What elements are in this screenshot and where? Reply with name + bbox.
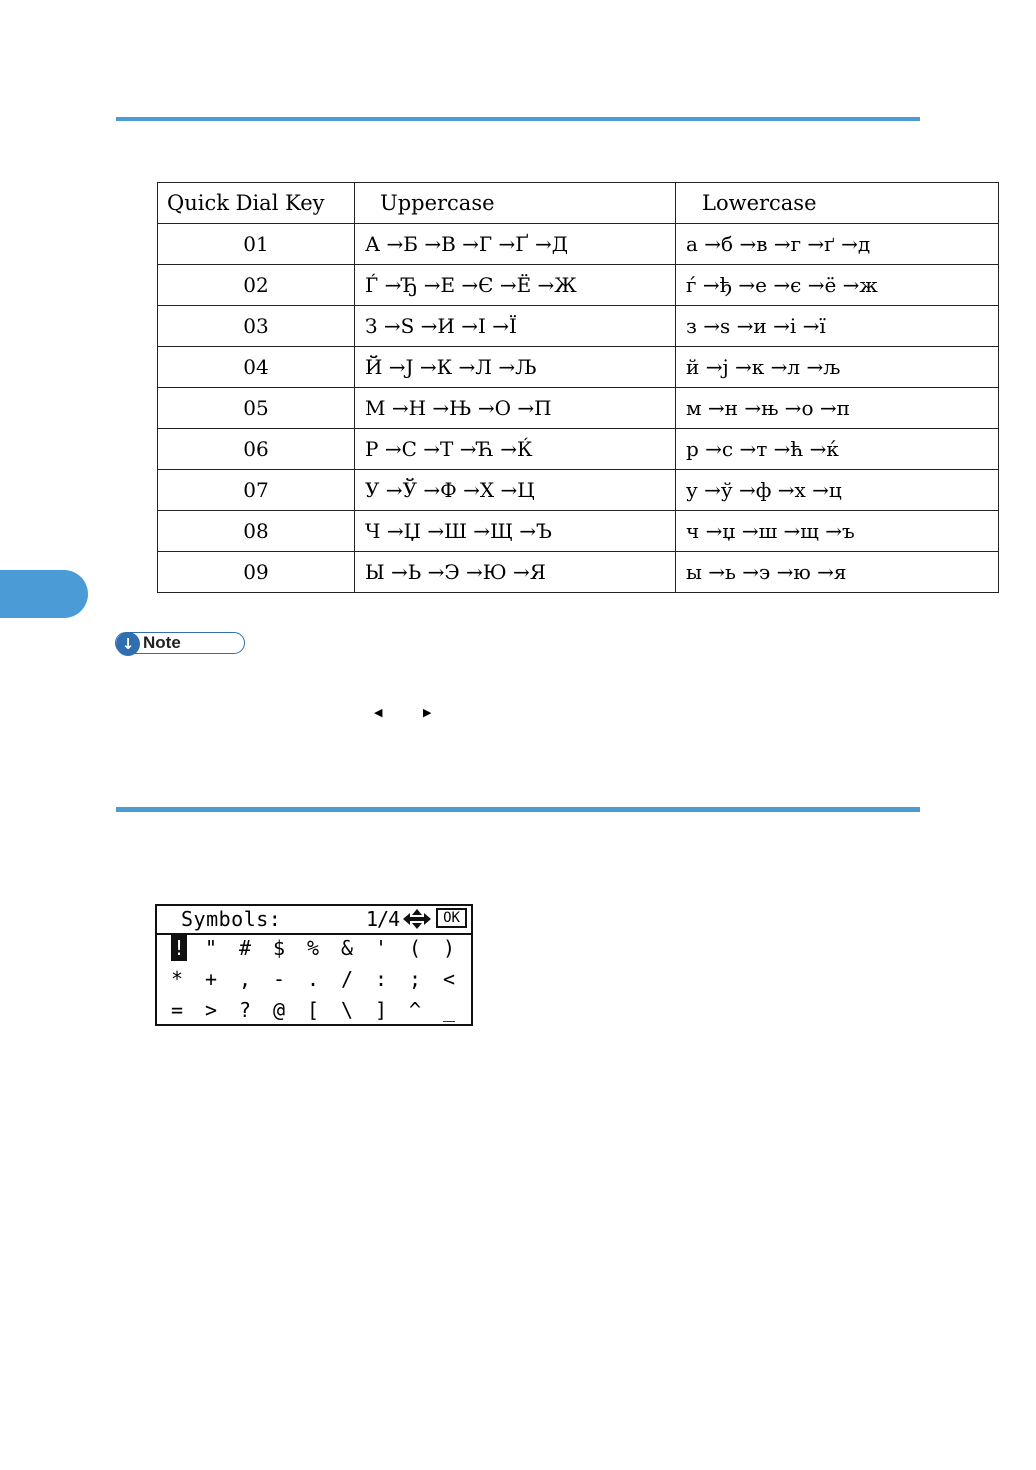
symbol-key[interactable]: = (170, 998, 184, 1022)
chapter-side-tab (0, 570, 88, 618)
column-header-key: Quick Dial Key (158, 183, 355, 224)
lcd-title: Symbols: (181, 907, 282, 931)
symbol-key[interactable]: / (340, 967, 354, 991)
table-row (158, 306, 999, 347)
symbol-key[interactable]: ; (408, 967, 422, 991)
table-row (158, 429, 999, 470)
uppercase-sequence-cell: Ы →Ь →Э →Ю →Я (355, 552, 676, 593)
symbol-key-selected[interactable]: ! (172, 936, 186, 960)
uppercase-sequence-cell: З →Ѕ →И →І →Ї (355, 306, 676, 347)
table-row (158, 388, 999, 429)
quick-dial-key-cell: 09 (158, 552, 355, 593)
quick-dial-key-cell: 05 (158, 388, 355, 429)
table-row (158, 347, 999, 388)
lowercase-sequence-cell: ч →џ →ш →щ →ъ (676, 511, 999, 552)
column-header-lowercase: Lowercase (676, 183, 999, 224)
symbol-row (165, 997, 465, 1027)
symbol-key[interactable]: @ (272, 998, 286, 1022)
lowercase-sequence-cell: а →б →в →г →ґ →д (676, 224, 999, 265)
note-label: Note (143, 633, 181, 652)
lowercase-sequence-cell: р →с →т →ћ →ќ (676, 429, 999, 470)
quick-dial-character-table (157, 182, 999, 593)
quick-dial-key-cell: 04 (158, 347, 355, 388)
down-arrow-circle-icon: ↓ (116, 632, 140, 656)
symbol-key[interactable]: . (306, 967, 320, 991)
quick-dial-key-cell: 02 (158, 265, 355, 306)
note-heading (115, 632, 245, 654)
symbol-key[interactable]: ( (408, 936, 422, 960)
lowercase-sequence-cell: м →н →њ →о →п (676, 388, 999, 429)
quick-dial-key-cell: 08 (158, 511, 355, 552)
lcd-symbols-screen (155, 904, 473, 1026)
uppercase-sequence-cell: М →Н →Њ →О →П (355, 388, 676, 429)
quick-dial-key-cell: 07 (158, 470, 355, 511)
symbol-key[interactable]: ] (374, 998, 388, 1022)
uppercase-sequence-cell: А →Б →В →Г →Ґ →Д (355, 224, 676, 265)
symbol-key[interactable]: ? (238, 998, 252, 1022)
quick-dial-key-cell: 06 (158, 429, 355, 470)
table-row (158, 470, 999, 511)
symbol-key[interactable]: * (170, 967, 184, 991)
lowercase-sequence-cell: у →ў →ф →х →ц (676, 470, 999, 511)
lcd-page-indicator: 1/4 (366, 907, 400, 931)
symbol-key[interactable]: $ (272, 936, 286, 960)
table-row (158, 552, 999, 593)
symbol-row (165, 966, 465, 996)
uppercase-sequence-cell: Ѓ →Ђ →Е →Є →Ё →Ж (355, 265, 676, 306)
left-arrow-icon: ◀ (374, 706, 383, 719)
column-header-uppercase: Uppercase (355, 183, 676, 224)
table-row (158, 224, 999, 265)
symbol-key[interactable]: : (374, 967, 388, 991)
four-way-arrow-icon (403, 909, 431, 929)
uppercase-sequence-cell: Р →С →Т →Ћ →Ќ (355, 429, 676, 470)
symbol-key[interactable]: ) (442, 936, 456, 960)
symbol-key[interactable]: _ (442, 998, 456, 1022)
symbol-key[interactable]: , (238, 967, 252, 991)
uppercase-sequence-cell: Й →Ј →К →Л →Љ (355, 347, 676, 388)
table-row (158, 265, 999, 306)
symbol-key[interactable]: & (340, 936, 354, 960)
symbol-key[interactable]: - (272, 967, 286, 991)
lowercase-sequence-cell: ы →ь →э →ю →я (676, 552, 999, 593)
lcd-header (157, 906, 471, 935)
symbol-key[interactable]: ' (374, 936, 388, 960)
quick-dial-key-cell: 01 (158, 224, 355, 265)
table-header-row (158, 183, 999, 224)
ok-button[interactable]: OK (436, 908, 467, 928)
table-row (158, 511, 999, 552)
symbol-row (165, 935, 465, 965)
symbol-key[interactable]: [ (306, 998, 320, 1022)
header-rule (116, 117, 920, 121)
lowercase-sequence-cell: з →ѕ →и →і →ї (676, 306, 999, 347)
symbol-key[interactable]: + (204, 967, 218, 991)
symbol-key[interactable]: \ (340, 998, 354, 1022)
symbol-key[interactable]: < (442, 967, 456, 991)
lowercase-sequence-cell: й →ј →к →л →љ (676, 347, 999, 388)
symbol-key[interactable]: ^ (408, 998, 422, 1022)
lowercase-sequence-cell: ѓ →ђ →е →є →ё →ж (676, 265, 999, 306)
uppercase-sequence-cell: У →Ў →Ф →Х →Ц (355, 470, 676, 511)
right-arrow-icon: ▶ (423, 706, 432, 719)
quick-dial-key-cell: 03 (158, 306, 355, 347)
uppercase-sequence-cell: Ч →Џ →Ш →Щ →Ъ (355, 511, 676, 552)
symbol-key[interactable]: > (204, 998, 218, 1022)
section-rule (116, 807, 920, 812)
symbol-key[interactable]: " (204, 936, 218, 960)
symbol-key[interactable]: # (238, 936, 252, 960)
symbol-key[interactable]: % (306, 936, 320, 960)
